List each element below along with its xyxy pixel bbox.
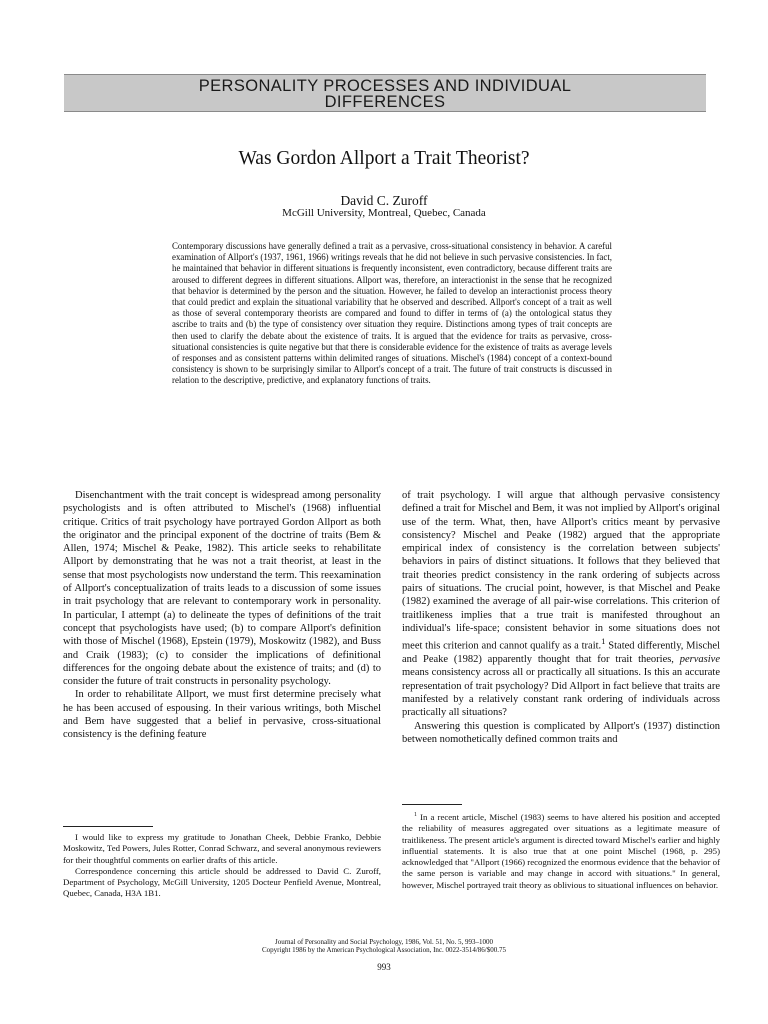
journal-citation <box>0 938 768 954</box>
body-paragraph: Disenchantment with the trait concept is widespread among personality psychologists and is often attributed to Mischel's (1968) influential critique. Critics of trait psychology have portrayed Gordon Allport as both the originator and the principal exponent of the doctrine of traits (Bem & Allen, 1974; Mischel & Peake, 1982). This article seeks to rehabilitate Allport by demonstrating that he was not a trait theorist, at least in the sense that most psychologists now understand the term. This reexamination of Allport's conceptualization of traits leads to a discussion of some issues in trait psychology that are relevant to contemporary work in personality. In particular, I attempt (a) to delineate the types of definitions of the trait concept that psychologists have used; (b) to compare Allport's definition with those of Mischel (1968), Epstein (1979), Moskowitz (1982), and Buss and Craik (1983); (c) to consider the implications of definitional differences for the ongoing debate about the existence of traits; and (d) to consider the future of trait constructs in personality psychology. <box>63 490 381 688</box>
body-paragraph: Answering this question is complicated by Allport's (1937) distinction between nomothetically defined common traits and <box>402 720 720 745</box>
emphasized-term: pervasive <box>679 654 720 666</box>
footnote-marker: 1 <box>414 812 417 818</box>
acknowledgments <box>63 832 381 900</box>
correspondence-paragraph: Correspondence concerning this article should be addressed to David C. Zuroff, Department of Psychology, McGill University, 1205 Docteur Penfield Avenue, Montreal, Quebec, Canada, H3A 1B1. <box>63 865 381 899</box>
body-text: means consistency across all or practically all situations. Is this an accurate representation of trait psychology? Did Allport in fact believe that traits are manifested by a relatively constant rank ordering of individuals across practically all situations? <box>402 667 720 719</box>
footnote-text: In a recent article, Mischel (1983) seems to have altered his position and accepted the reliability of measures aggregated over situations as a legitimate measure of traitlikeness. The present article's argument is directed toward Mischel's earlier and highly influential statements. It is also true that at one point Mischel (1968, p. 295) acknowledged that "Allport (1966) recognized the enormous evidence that the behavior of the same person is variable and may change in accord with situations." In general, however, Mischel portrayed trait theory as oblivious to situational influences on behavior. <box>402 811 720 890</box>
footnote-divider <box>63 826 153 827</box>
abstract: Contemporary discussions have generally defined a trait as a pervasive, cross-situational consistency in behavior. A careful examination of Allport's (1937, 1961, 1966) writings reveals that he did not believe in such pervasive consistencies. In fact, he maintained that behavior in different situations is frequently inconsistent, even contradictory, because different traits are aroused to different degrees in different situations. Allport was, therefore, an interactionist in the sense that he recognized that behavior is determined by the person and the situation. However, he failed to develop an interactionist process theory that could predict and explain the situational variability that he observed and described. Allport's concept of a trait as well as those of several contemporary theorists are compared and found to differ in terms of (a) the ontological status they ascribe to traits and (b) the type of consistency over situation they require. Distinctions among types of trait concepts are then used to clarify the debate about the existence of traits. It is argued that the evidence for traits as pervasive, cross-situational consistencies is quite negative but that there is considerable evidence for the existence of traits as average levels of responses and as consistent patterns within delimited ranges of situations. Mischel's (1984) concept of a context-bound consistency is shown to be surprisingly similar to Allport's concept of a trait. The future of trait constructs is discussed in relation to the descriptive, predictive, and explanatory functions of traits. <box>172 241 612 386</box>
copyright-line: Copyright 1986 by the American Psychological Association, Inc. 0022-3514/86/$00.75 <box>262 946 506 954</box>
author-affiliation: McGill University, Montreal, Quebec, Canada <box>282 207 486 219</box>
acknowledgment-paragraph: I would like to express my gratitude to Jonathan Cheek, Debbie Franko, Debbie Moskowitz, Ted Powers, Jules Rotter, Conrad Schwarz, and several anonymous reviewers for their thoughtful comments on earlier drafts of this article. <box>63 832 381 865</box>
body-text: of trait psychology. I will argue that although pervasive consistency defined a trait for Mischel and Bem, it was not implied by Allport's original use of the term. What, then, have Allport's critics meant by pervasive consistency? Mischel and Peake (1982) argued that the appropriate empirical index of consistency is the correlation between subjects' behaviors in pairs of distinct situations. It follows that they believed that trait theories predict consistency in the rank ordering of subjects across pairs of situations. The crucial point, however, is that Mischel and Peake (1982) examined the average of all pair-wise correlations. This criterion of traitlikeness implies that a true trait is manifested throughout an individual's life-space; consistent behavior in some situations does not meet this criterion and cannot qualify as a trait. <box>402 490 720 652</box>
author-name: David C. Zuroff <box>340 193 428 208</box>
section-banner-line2: DIFFERENCES <box>324 93 446 111</box>
journal-citation-line: Journal of Personality and Social Psychology, 1986, Vol. 51, No. 5, 993–1000 <box>274 938 494 946</box>
footnote-reference: 1 <box>601 636 606 647</box>
section-banner <box>64 74 706 112</box>
section-banner-line1: PERSONALITY PROCESSES AND INDIVIDUAL <box>198 77 572 95</box>
footnote-divider <box>402 804 462 805</box>
body-column-left <box>63 489 381 742</box>
body-paragraph <box>402 489 720 720</box>
footnote <box>402 810 720 891</box>
body-paragraph: In order to rehabilitate Allport, we must first determine precisely what he has been accused of espousing. In their various writings, both Mischel and Bem have suggested that a belief in pervasive, cross-situational consistency is the defining feature <box>63 689 381 741</box>
article-title: Was Gordon Allport a Trait Theorist? <box>238 148 530 169</box>
page-number: 993 <box>377 962 391 972</box>
body-text: Stated differently, Mischel and Peake (1982) apparently thought that for trait theories, <box>402 640 720 666</box>
body-column-right <box>402 489 720 746</box>
